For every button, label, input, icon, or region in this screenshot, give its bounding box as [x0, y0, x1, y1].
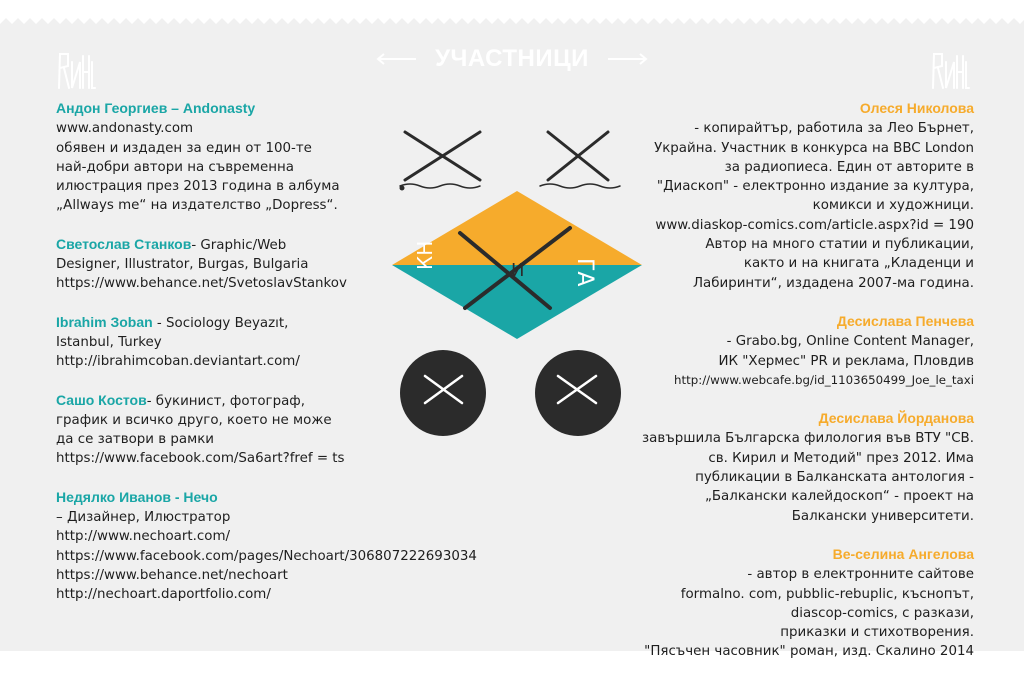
participant-link[interactable]: http://www.webcafe.bg/id_1103650499_Joe_le_taxi: [674, 372, 974, 387]
participant-role: - Graphic/Web: [191, 237, 287, 253]
participant-bio-line: – Дизайнер, Илюстратор: [56, 510, 231, 526]
participant-bio-line: „Балкански калейдоскоп“ - проект на: [704, 489, 974, 505]
participant-bio-line: Украйна. Участник в конкурса на BBC London: [654, 140, 974, 156]
participant-bio-line: комикси и художници.: [812, 198, 974, 214]
arrow-left-icon: [376, 53, 416, 65]
participant-bio-line: най-добри автори на съвременна: [56, 159, 294, 175]
participant-entry: [56, 99, 396, 216]
participant-name: Сашо Костов: [56, 391, 147, 408]
participant-link[interactable]: https://www.facebook.com/pages/Nechoart/306807222693034: [56, 548, 477, 564]
participant-name: Недялко Иванов - Нечо: [56, 488, 218, 505]
participant-bio-line: публикации в Балканската антология -: [695, 470, 974, 486]
participant-name: Андон Георгиев – Andonasty: [56, 100, 256, 116]
participant-role: - букинист, фотограф,: [146, 393, 305, 409]
participant-link[interactable]: www.andonasty.com: [56, 121, 194, 137]
participant-name: Светослав Станков: [56, 235, 192, 252]
participant-bio-line: както и на книгата „Кладенци и: [743, 256, 974, 272]
arrow-right-icon: [608, 53, 648, 65]
participant-bio-line: приказки и стихотворения.: [780, 625, 974, 641]
diamond-left-text: КН: [413, 240, 437, 270]
participant-entry: [56, 391, 396, 469]
participant-entry: [56, 235, 396, 294]
participant-bio-line: formalno. com, pubblic-rebuplic, къснопът,: [680, 586, 974, 602]
participant-link[interactable]: www.diaskop-comics.com/article.aspx?id = 190: [655, 217, 974, 233]
participant-bio-line: св. Кирил и Методий" през 2012. Има: [708, 450, 974, 466]
participant-bio-line: график и всичко друго, което не може: [56, 412, 332, 428]
participant-bio-line: да се затвори в рамки: [56, 432, 214, 448]
participant-link[interactable]: https://www.behance.net/nechoart: [56, 567, 288, 583]
page-title: УЧАСТНИЦИ: [435, 45, 589, 72]
participant-bio-line: „Allways me“ на издателство „Dopress“.: [56, 198, 338, 214]
participant-name: Олеся Николова: [859, 100, 974, 116]
participant-bio-line: ИК "Хермес" PR и реклама, Пловдив: [718, 353, 974, 369]
participant-role: - Sociology Beyazıt,: [152, 315, 289, 331]
participant-name: Ве-селина Ангелова: [832, 545, 974, 562]
participant-bio-line: Балкански университети.: [791, 508, 974, 524]
participant-entry: [634, 312, 974, 390]
participant-link[interactable]: http://ibrahimcoban.deviantart.com/: [56, 354, 300, 370]
circle-logo-right: [535, 350, 621, 436]
participant-entry: [56, 488, 477, 605]
center-illustration: [380, 118, 655, 443]
participant-entry: [634, 409, 974, 526]
participant-bio-line: "Пясъчен часовник" роман, изд. Скалино 2014: [644, 644, 974, 660]
participant-link[interactable]: http://nechoart.daportfolio.com/: [56, 587, 271, 603]
right-participants-column: [634, 99, 974, 681]
participant-bio-line: за радиопиеса. Един от авторите в: [724, 159, 974, 175]
participant-link[interactable]: https://www.facebook.com/Sa6art?fref = ts: [56, 451, 345, 467]
crossed-pens-icon: [400, 132, 480, 188]
participant-bio-line: Лабиринти“, издадена 2007-ма година.: [692, 275, 974, 291]
participant-bio-line: - копирайтър, работила за Лео Бърнет,: [694, 121, 974, 137]
participant-bio-line: обявен и издаден за един от 100-те: [56, 140, 312, 156]
participant-bio-line: - Grabo.bg, Online Content Manager,: [726, 334, 974, 350]
participant-bio-line: Designer, Illustrator, Burgas, Bulgaria: [56, 257, 309, 273]
participant-entry: [56, 313, 396, 372]
participant-link[interactable]: https://www.behance.net/SvetoslavStankov: [56, 276, 347, 292]
participant-name: Десислава Пенчева: [836, 312, 974, 329]
diamond-right-text: ГА: [572, 258, 597, 287]
logo-right-icon: [930, 48, 970, 92]
participant-bio-line: - автор в електронните сайтове: [747, 567, 974, 583]
participant-bio-line: илюстрация през 2013 година в албума: [56, 179, 340, 195]
circle-logo-left: [400, 350, 486, 436]
participant-bio-line: Автор на много статии и публикации,: [705, 237, 974, 253]
participant-bio-line: завършила Българска филология във ВТУ "СВ.: [642, 431, 974, 447]
diamond-center-text: И: [511, 260, 525, 281]
participant-bio-line: "Диаскоп" - електронно издание за култура,: [656, 179, 974, 195]
participant-bio-line: Istanbul, Turkey: [56, 334, 162, 350]
logo-left-icon: [56, 48, 96, 92]
participant-name: Десислава Йорданова: [818, 410, 974, 427]
section-header: [0, 45, 1024, 73]
participant-entry: [634, 99, 974, 293]
crossed-pens-icon: [540, 132, 620, 188]
participant-link[interactable]: http://www.nechoart.com/: [56, 529, 230, 545]
participant-entry: [634, 545, 974, 662]
participant-bio-line: diascop-comics, с разкази,: [790, 605, 974, 621]
participant-name: Ibrahim Зoban: [56, 313, 153, 330]
